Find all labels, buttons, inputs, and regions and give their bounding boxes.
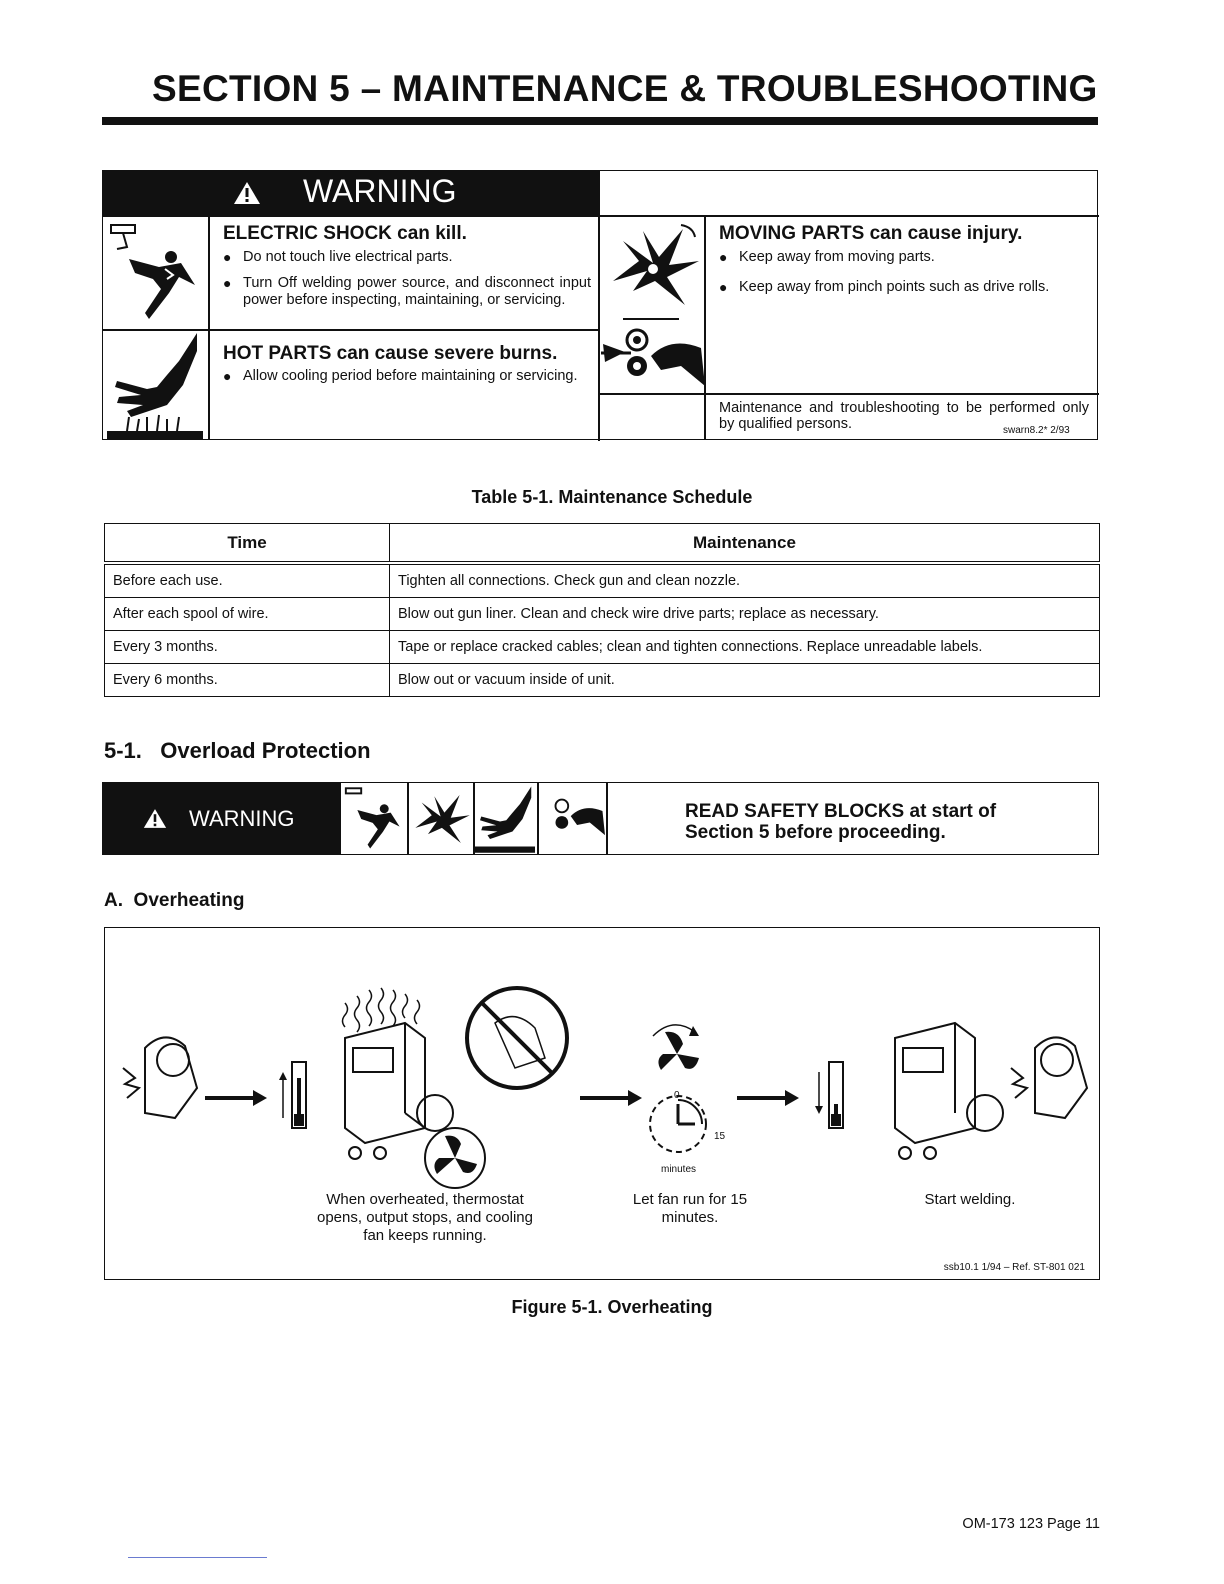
- moving-parts-title: MOVING PARTS can cause injury.: [719, 223, 1023, 244]
- section-heading: 5-1. Overload Protection: [104, 738, 371, 763]
- divider: [606, 783, 608, 855]
- figure-box: [104, 927, 1100, 1280]
- table-row: [105, 598, 1100, 631]
- electric-shock-icon: [109, 223, 201, 323]
- electric-shock-icon: [343, 787, 405, 851]
- figure-caption: Figure 5-1. Overheating: [511, 1297, 713, 1317]
- warning-banner: [103, 171, 598, 215]
- divider: [598, 393, 1099, 395]
- sub-heading: A. Overheating: [104, 890, 245, 911]
- divider: [623, 318, 679, 320]
- electric-shock-title: ELECTRIC SHOCK can kill.: [223, 223, 467, 244]
- safety-reminder: [102, 782, 1099, 855]
- divider: [103, 215, 1099, 217]
- warning-label: WARNING: [303, 173, 457, 209]
- title-rule: [102, 117, 1098, 125]
- table-cell: Tape or replace cracked cables; clean and tighten connections. Replace unreadable labels.: [390, 631, 1100, 664]
- maintenance-table: [104, 523, 1100, 697]
- table-cell: Every 3 months.: [105, 631, 390, 664]
- bullet-text: Keep away from pinch points such as drive rolls.: [739, 279, 1050, 295]
- read-safety-text: READ SAFETY BLOCKS at start of Section 5 before proceeding.: [685, 801, 997, 843]
- warning-block: [102, 170, 1098, 440]
- table-caption: Table 5-1. Maintenance Schedule: [471, 487, 753, 507]
- warning-triangle-icon: [233, 181, 261, 205]
- hot-parts-title: HOT PARTS can cause severe burns.: [223, 343, 558, 364]
- bullet-item: ● Keep away from moving parts.: [719, 249, 1091, 266]
- bullet-item: ● Do not touch live electrical parts.: [223, 249, 591, 266]
- drive-rolls-icon: [539, 793, 605, 843]
- table-cell: Blow out gun liner. Clean and check wire drive parts; replace as necessary.: [390, 598, 1100, 631]
- table-header: Time: [105, 524, 390, 564]
- section-title: SECTION 5 – MAINTENANCE & TROUBLESHOOTING: [152, 68, 1098, 109]
- figure-caption-step: Let fan run for 15 minutes.: [632, 1191, 748, 1226]
- table-cell: After each spool of wire.: [105, 598, 390, 631]
- warning-label: WARNING: [189, 806, 295, 831]
- page-number: OM-173 123 Page 11: [962, 1516, 1100, 1532]
- table-row: [105, 664, 1100, 697]
- table-row: [105, 631, 1100, 664]
- table-cell: Every 6 months.: [105, 664, 390, 697]
- timer-label: minutes: [661, 1164, 697, 1175]
- drive-rolls-icon: [601, 326, 705, 392]
- divider: [598, 171, 600, 441]
- table-row: [105, 563, 1100, 598]
- timer-label: 15: [714, 1131, 726, 1142]
- bullet-item: ● Allow cooling period before maintaining or servicing.: [223, 368, 591, 385]
- hot-parts-icon: [107, 331, 203, 439]
- bullet-text: Keep away from moving parts.: [739, 249, 935, 265]
- divider: [208, 215, 210, 440]
- divider: [128, 1557, 267, 1558]
- bullet-item: ● Keep away from pinch points such as drive rolls.: [719, 279, 1091, 296]
- moving-parts-icon: [409, 787, 471, 851]
- overheating-illustration: [105, 928, 1099, 1278]
- table-header: Maintenance: [390, 524, 1100, 564]
- bullet-text: Turn Off welding power source, and disconnect input power before inspecting, maintaining, or servicing.: [243, 275, 591, 308]
- moving-parts-icon: [603, 221, 701, 313]
- bullet-item: ● Turn Off welding power source, and disconnect input power before inspecting, maintaining, or servicing.: [223, 275, 591, 308]
- bullet-text: Allow cooling period before maintaining or servicing.: [243, 368, 578, 384]
- warning-banner: [103, 783, 341, 854]
- qualified-note: Maintenance and troubleshooting to be performed only by qualified persons.: [719, 400, 1089, 432]
- welder-icon: [123, 1037, 197, 1118]
- timer-label: 0: [674, 1090, 680, 1101]
- figure-caption-step: When overheated, thermostat opens, output stops, and cooling fan keeps running.: [317, 1191, 533, 1244]
- hot-parts-icon: [475, 785, 535, 853]
- table-cell: Blow out or vacuum inside of unit.: [390, 664, 1100, 697]
- table-cell: Before each use.: [105, 563, 390, 598]
- warning-triangle-icon: [143, 808, 167, 829]
- figure-caption-step: Start welding.: [924, 1191, 1016, 1208]
- table-cell: Tighten all connections. Check gun and clean nozzle.: [390, 563, 1100, 598]
- figure-ref: ssb10.1 1/94 – Ref. ST-801 021: [943, 1262, 1085, 1273]
- bullet-text: Do not touch live electrical parts.: [243, 249, 453, 265]
- warning-ref: swarn8.2* 2/93: [1003, 425, 1070, 436]
